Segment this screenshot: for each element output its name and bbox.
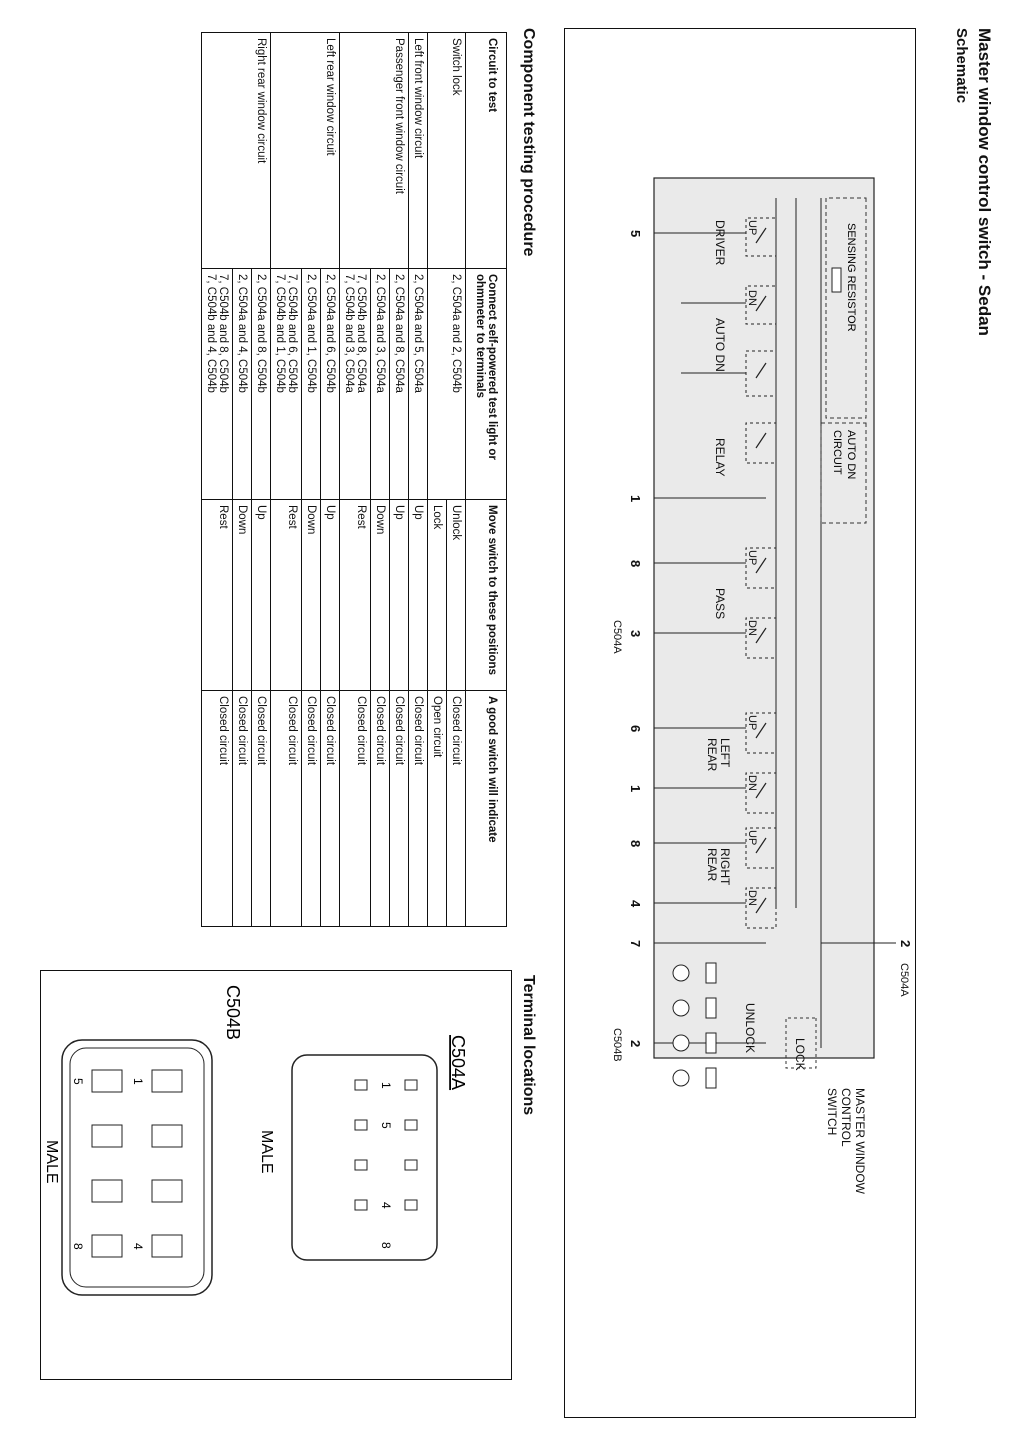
relay-label: RELAY	[713, 438, 727, 477]
sensing-resistor-label: SENSING RESISTOR	[845, 223, 857, 332]
pin-number: 1	[379, 1082, 393, 1089]
table-row	[321, 33, 340, 927]
cell-position: Up	[390, 500, 409, 691]
cell-result: Closed circuit	[409, 691, 428, 927]
header-terminals: Connect self-powered test light or ohmmeter to terminals	[466, 269, 507, 500]
pin-label: 1	[628, 495, 643, 503]
cell-terminals: 2, C504a and 8, C504a	[390, 269, 409, 500]
header-circuit: Circuit to test	[466, 33, 507, 269]
left-rear-label: LEFT	[718, 738, 732, 768]
pin-label: 1	[628, 785, 643, 793]
cell-position: Up	[409, 500, 428, 691]
auto-dn-circuit-label-2: CIRCUIT	[831, 430, 843, 475]
cell-position: Unlock	[447, 500, 466, 691]
cell-position: Up	[252, 500, 271, 691]
pin-number: 4	[131, 1243, 145, 1250]
cell-terminals: 7, C504b and 8, C504a 7, C504b and 3, C504a	[340, 269, 371, 500]
pin-label: 4	[628, 900, 643, 908]
pin-number: 8	[71, 1243, 85, 1250]
pin-label: 8	[628, 840, 643, 848]
cell-result: Closed circuit	[233, 691, 252, 927]
up-label: UP	[746, 220, 758, 236]
cell-result: Closed circuit	[390, 691, 409, 927]
table-row	[390, 33, 409, 927]
cell-position: Rest	[271, 500, 302, 691]
c504a-label: C504A	[898, 963, 910, 997]
header-result: A good switch will indicate	[466, 691, 507, 927]
cell-terminals: 2, C504a and 1, C504b	[302, 269, 321, 500]
pin-label: 5	[628, 230, 643, 238]
c504b-connector-label: C504B	[223, 985, 243, 1041]
cell-result: Closed circuit	[340, 691, 371, 927]
procedure-heading: Component testing procedure	[520, 28, 537, 257]
male-label: MALE	[43, 1140, 60, 1184]
pin-label: 7	[628, 940, 643, 948]
cell-position: Down	[233, 500, 252, 691]
cell-result: Closed circuit	[271, 691, 302, 927]
cell-position: Lock	[428, 500, 447, 691]
pin-number: 4	[379, 1202, 393, 1209]
cell-result: Open circuit	[428, 691, 447, 927]
pin-number: 1	[131, 1078, 145, 1085]
lock-label: LOCK	[793, 1038, 807, 1071]
cell-terminals: 7, C504b and 8, C504b 7, C504b and 4, C504b	[202, 269, 233, 500]
cell-circuit: Switch lock	[428, 33, 466, 269]
dn-label: DN	[746, 775, 758, 791]
pass-label: PASS	[713, 588, 727, 620]
schematic-heading: Schematic	[953, 28, 970, 104]
cell-terminals: 2, C504a and 3, C504a	[371, 269, 390, 500]
cell-circuit: Passenger front window circuit	[340, 33, 409, 269]
cell-result: Closed circuit	[321, 691, 340, 927]
header-positions: Move switch to these positions	[466, 500, 507, 691]
master-switch-label-3: SWITCH	[825, 1088, 839, 1136]
master-switch-label: MASTER WINDOW	[853, 1088, 867, 1194]
cell-terminals: 2, C504a and 2, C504b	[428, 269, 466, 500]
cell-result: Closed circuit	[302, 691, 321, 927]
cell-terminals: 2, C504a and 5, C504a	[409, 269, 428, 500]
cell-result: Closed circuit	[447, 691, 466, 927]
procedure-table	[201, 32, 507, 927]
page-title: Master window control switch - Sedan	[975, 28, 994, 336]
cell-terminals: 2, C504a and 8, C504b	[252, 269, 271, 500]
auto-dn-circuit-label: AUTO DN	[845, 430, 857, 480]
auto-dn-label: AUTO DN	[713, 318, 727, 372]
c504a-label: C504A	[611, 620, 623, 654]
cell-result: Closed circuit	[202, 691, 233, 927]
schematic-diagram	[564, 28, 916, 1418]
up-label: UP	[746, 550, 758, 566]
driver-label: DRIVER	[713, 220, 727, 266]
dn-label: DN	[746, 890, 758, 906]
terminal-locations-heading: Terminal locations	[520, 975, 537, 1116]
male-label: MALE	[258, 1130, 275, 1174]
cell-circuit: Left rear window circuit	[271, 33, 340, 269]
cell-terminals: 7, C504b and 6, C504b 7, C504b and 1, C504b	[271, 269, 302, 500]
pin-number: 5	[71, 1078, 85, 1085]
table-row	[252, 33, 271, 927]
cell-position: Rest	[340, 500, 371, 691]
cell-circuit: Left front window circuit	[409, 33, 428, 269]
cell-position: Down	[371, 500, 390, 691]
cell-result: Closed circuit	[252, 691, 271, 927]
pin-label: 8	[628, 560, 643, 568]
dn-label: DN	[746, 620, 758, 636]
pin-label: 2	[898, 940, 913, 948]
cell-circuit: Right rear window circuit	[202, 33, 271, 269]
pin-label: 2	[628, 1040, 643, 1048]
up-label: UP	[746, 715, 758, 731]
cell-terminals: 2, C504a and 4, C504b	[233, 269, 252, 500]
pin-label: 3	[628, 630, 643, 638]
left-rear-label-2: REAR	[705, 738, 719, 772]
dn-label: DN	[746, 290, 758, 306]
cell-position: Up	[321, 500, 340, 691]
master-switch-label-2: CONTROL	[839, 1088, 853, 1147]
c504b-label: C504B	[611, 1028, 623, 1062]
cell-result: Closed circuit	[371, 691, 390, 927]
cell-terminals: 2, C504a and 6, C504b	[321, 269, 340, 500]
cell-position: Rest	[202, 500, 233, 691]
up-label: UP	[746, 830, 758, 846]
unlock-label: UNLOCK	[743, 1003, 757, 1054]
right-rear-label: RIGHT	[718, 848, 732, 886]
table-row	[447, 33, 466, 927]
c504a-connector-label: C504A	[448, 1035, 468, 1091]
table-row	[409, 33, 428, 927]
connector-diagram	[40, 970, 512, 1380]
pin-number: 5	[379, 1122, 393, 1129]
cell-position: Down	[302, 500, 321, 691]
pin-label: 6	[628, 725, 643, 733]
pin-number: 8	[379, 1242, 393, 1249]
right-rear-label-2: REAR	[705, 848, 719, 882]
